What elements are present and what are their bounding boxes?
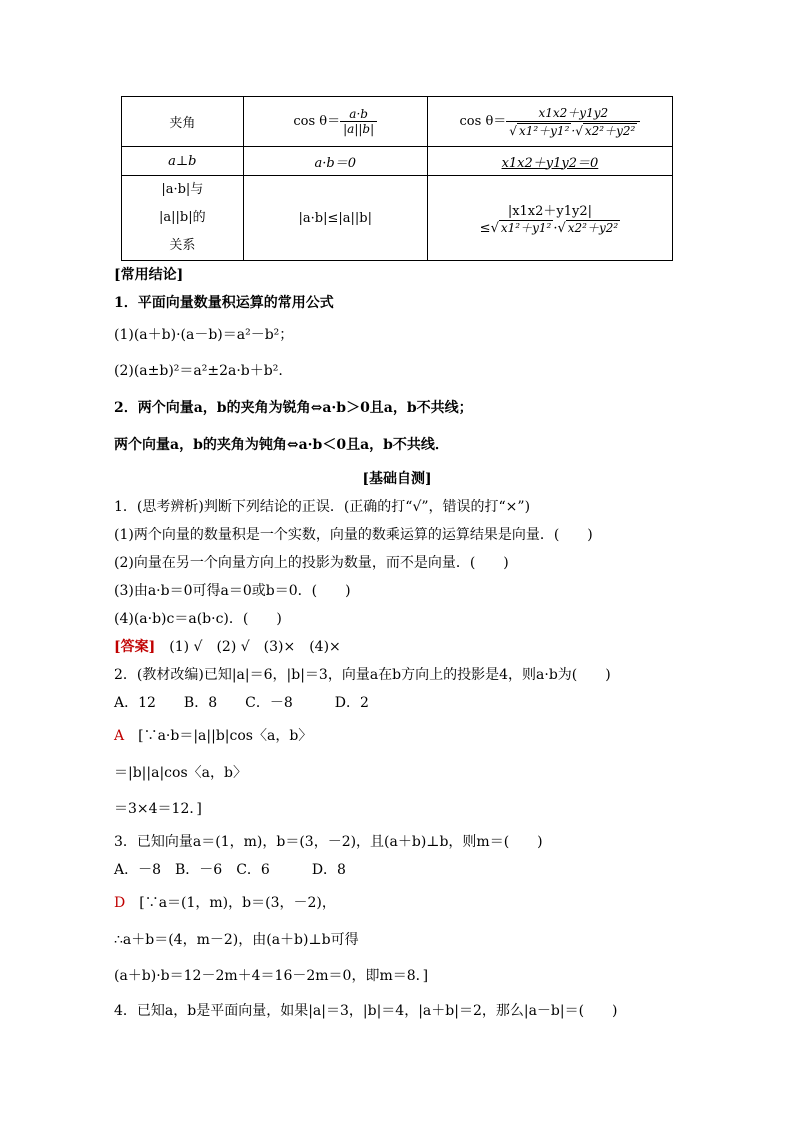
table-row (122, 176, 673, 261)
cell-label: a⊥b (122, 147, 244, 176)
sqrt-term: x2²＋y2² (584, 124, 636, 138)
cell-label: 夹角 (122, 97, 244, 147)
cell-perp-coord-formula (427, 147, 672, 176)
fraction-numerator: a·b (340, 107, 377, 122)
section-heading-selftest: [基础自测] (362, 471, 432, 487)
fraction (506, 104, 640, 139)
abs-term: |x1x2＋y1y2| (507, 204, 593, 219)
sqrt-product: ≤√ x1²＋y1² ·√ x2²＋y2² (479, 221, 619, 236)
fraction (340, 107, 377, 136)
table-row (122, 97, 673, 147)
statement-line: (3)由a·b＝0可得a＝0或b＝0．( ) (114, 583, 351, 599)
sqrt-term: x1²＋y1² (518, 124, 570, 138)
label-line: 关系 (169, 238, 196, 253)
question-line: 3．已知向量a＝(1，m)，b＝(3，－2)，且(a＋b)⊥b，则m＝( ) (114, 834, 543, 850)
subheading: 1．平面向量数量积运算的常用公式 (114, 295, 334, 311)
statement-line: (2)向量在另一个向量方向上的投影为数量，而不是向量．( ) (114, 555, 509, 571)
solution-text: [∵a·b＝|a||b|cos〈a，b〉 (138, 728, 313, 744)
statement-line: (1)两个向量的数量积是一个实数，向量的数乘运算的运算结果是向量．( ) (114, 527, 593, 543)
answer-letter: A (114, 728, 125, 744)
underlined-formula: x1x2＋y1y2＝0 (501, 155, 599, 171)
label-line: |a||b|的 (159, 210, 206, 225)
table-row (122, 147, 673, 176)
conclusion-line: 两个向量a，b的夹角为钝角⇔a·b＜0且a，b不共线． (114, 437, 449, 453)
cell-angle-formula (243, 97, 427, 147)
solution-line: ＝3×4＝12．] (114, 801, 202, 817)
solution-text: [∵a＝(1，m)，b＝(3，－2)， (139, 895, 336, 911)
cell-inequality: |a·b|≤|a||b| (243, 176, 427, 261)
label-line: |a·b|与 (161, 182, 204, 197)
solution-line (114, 892, 336, 912)
formula-table (121, 96, 673, 261)
formula-line: (1)(a＋b)·(a－b)＝a²－b²； (114, 327, 294, 343)
cell-perp-formula: a·b＝0 (243, 147, 427, 176)
section-heading-conclusions: [常用结论] (114, 267, 184, 283)
cell-angle-coord-formula (427, 97, 672, 147)
question-line: 2．(教材改编)已知|a|＝6，|b|＝3，向量a在b方向上的投影是4，则a·b为( ) (114, 667, 611, 683)
options-line: A．12 B．8 C．－8 D．2 (114, 695, 369, 711)
options-line: A．－8 B．－6 C．6 D．8 (114, 862, 346, 878)
statement-line: (4)(a·b)c＝a(b·c)．( ) (114, 611, 282, 627)
question-line: 1．(思考辨析)判断下列结论的正误．(正确的打“√”，错误的打“×”) (114, 499, 531, 515)
dot-separator: · (553, 221, 558, 236)
answer-text: (1) √ (2) √ (3)× (4)× (169, 639, 341, 655)
cos-prefix: cos θ＝ (293, 114, 341, 129)
solution-line: (a＋b)·b＝12－2m＋4＝16－2m＝0，即m＝8．] (114, 968, 429, 984)
question-line: 4．已知a，b是平面向量，如果|a|＝3，|b|＝4，|a＋b|＝2，那么|a－b|＝( ) (114, 1003, 618, 1019)
solution-line: ＝|b||a|cos〈a，b〉 (114, 765, 247, 781)
answer-letter: D (114, 895, 126, 911)
dot-separator: · (571, 124, 576, 138)
cell-inequality-coord (427, 176, 672, 261)
cos-prefix: cos θ＝ (459, 114, 507, 129)
sqrt-term: x1²＋y1² (500, 221, 552, 235)
fraction-denominator: √ x1²＋y1² ·√ x2²＋y2² (509, 124, 636, 138)
solution-line: ∴a＋b＝(4，m－2)，由(a＋b)⊥b可得 (114, 932, 359, 948)
fraction-denominator: |a||b| (343, 122, 375, 136)
formula-line: (2)(a±b)²＝a²±2a·b＋b². (114, 363, 283, 379)
conclusion-line: 2．两个向量a，b的夹角为锐角⇔a·b＞0且a，b不共线； (114, 400, 473, 416)
sqrt-term: x2²＋y2² (567, 221, 619, 235)
solution-line (114, 725, 312, 745)
answer-label: [答案] (114, 639, 156, 655)
answer-line (114, 636, 341, 656)
fraction-numerator: x1x2＋y1y2 (506, 104, 640, 122)
leq-sign: ≤ (479, 221, 491, 236)
cell-label (122, 176, 244, 261)
